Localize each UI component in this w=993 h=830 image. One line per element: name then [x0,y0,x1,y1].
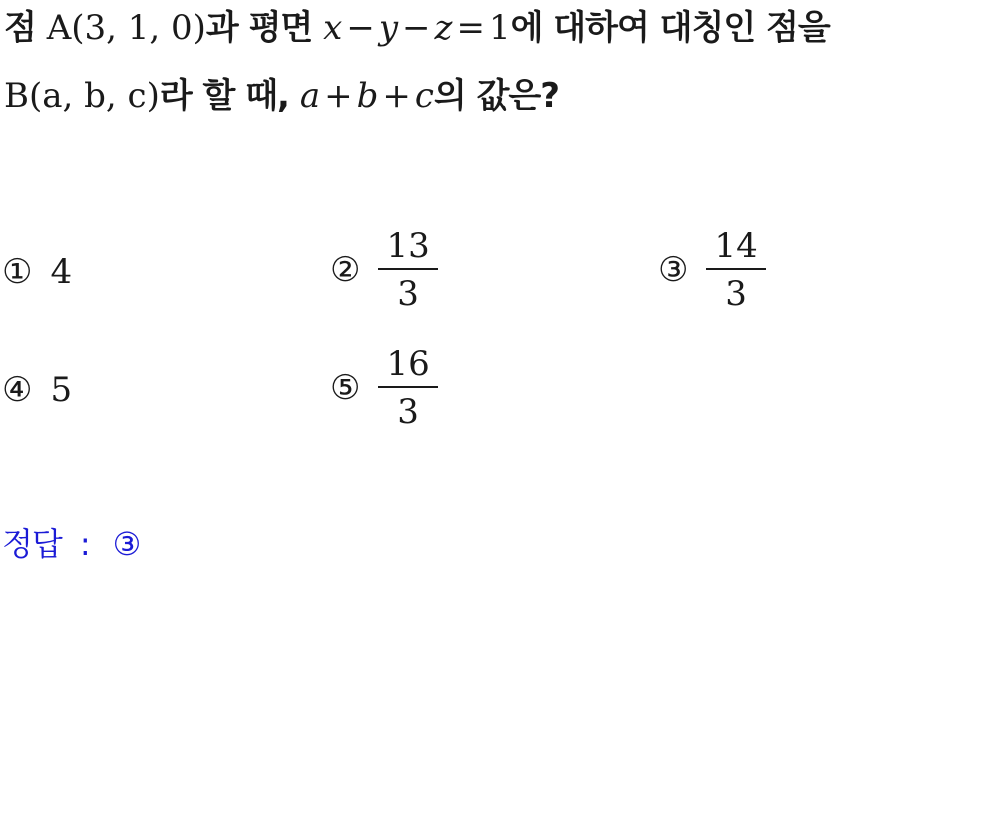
plane-equation-minus: − [402,8,431,48]
point-a-coordinates: (3, 1, 0) [71,8,206,48]
fraction-denominator: 3 [397,392,419,432]
point-a-label: A [46,8,72,48]
fraction-denominator: 3 [397,274,419,314]
fraction [706,226,765,314]
sum-plus: + [382,76,411,116]
point-b-label: B [4,76,29,116]
sum-a: a [299,76,321,116]
fraction [378,344,437,432]
choice-marker: ④ [2,370,33,410]
answer-line [2,524,141,564]
plane-equation-x: x [323,8,343,48]
choice-value: 4 [50,252,73,292]
answer-label: 정답 [2,525,62,563]
sum-b: b [356,76,379,116]
fraction [378,226,437,314]
choice-marker: ② [330,250,361,290]
plane-equation-equals: = [456,8,485,48]
point-b-coordinates: (a, b, c) [29,76,160,116]
plane-equation-z: z [434,8,453,48]
plane-equation-minus: − [346,8,375,48]
fraction-numerator: 14 [706,226,765,270]
answer-value: ③ [112,525,142,563]
choice-3[interactable] [658,226,766,314]
plane-equation-rhs: 1 [488,8,511,48]
choice-4[interactable] [2,370,72,410]
question-text: 에 대하여 대칭인 점을 [510,8,830,48]
choice-marker: ① [2,252,33,292]
question-text: 라 할 때, [159,76,300,116]
choice-5[interactable] [330,344,438,432]
choice-marker: ③ [658,250,689,290]
plane-equation-y: y [378,8,399,48]
choice-1[interactable] [2,252,72,292]
question-line-1 [4,6,830,50]
choice-value: 5 [50,370,73,410]
question-line-2 [4,74,559,118]
fraction-numerator: 13 [378,226,437,270]
question-text: 과 평면 [205,8,324,48]
choice-2[interactable] [330,226,438,314]
question-text: 의 값은? [433,76,559,116]
fraction-denominator: 3 [725,274,747,314]
question-text: 점 [4,8,47,48]
sum-plus: + [324,76,353,116]
answer-colon: : [79,525,91,563]
fraction-numerator: 16 [378,344,437,388]
sum-c: c [414,76,434,116]
choice-marker: ⑤ [330,368,361,408]
